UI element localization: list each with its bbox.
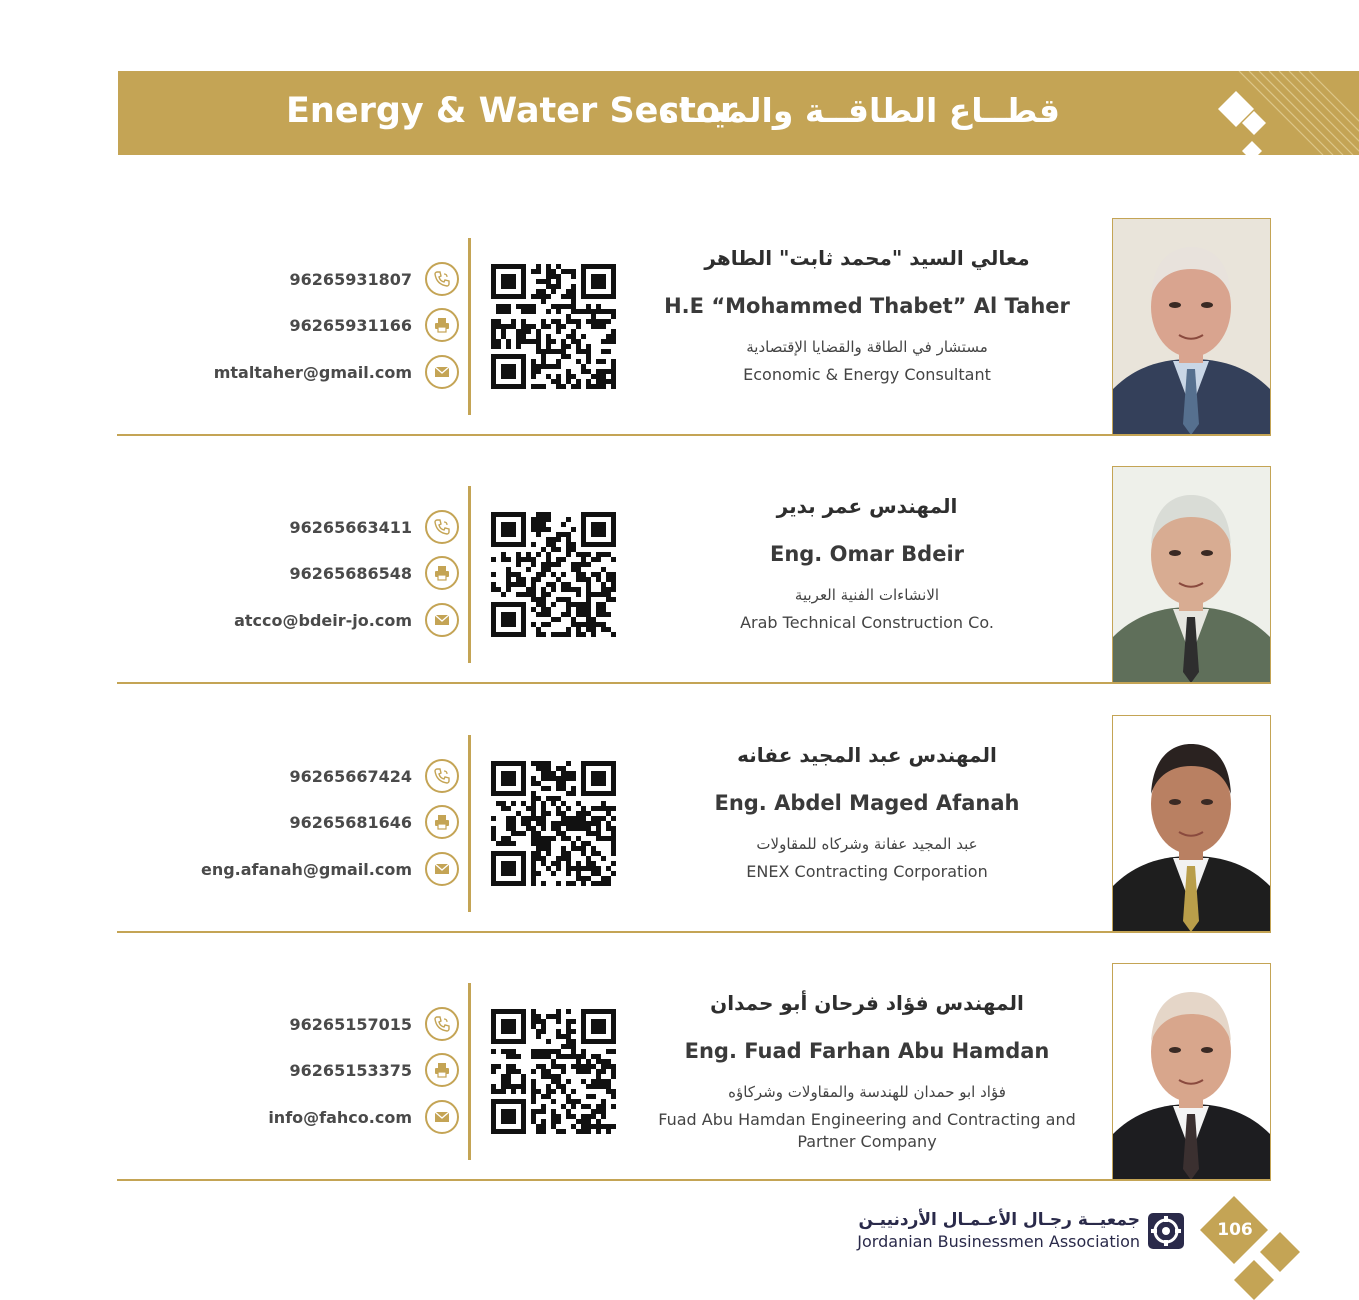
phone-contact — [177, 1007, 459, 1043]
email-address[interactable]: eng.afanah@gmail.com — [200, 860, 412, 879]
footer-org-name-ar: جمعيــة رجـال الأعـمـال الأردنييـن — [858, 1210, 1140, 1230]
card-bottom-rule — [117, 931, 1271, 933]
member-card — [117, 218, 1271, 436]
divider-line — [468, 238, 471, 415]
email-address[interactable]: atcco@bdeir-jo.com — [234, 611, 412, 630]
card-bottom-rule — [117, 434, 1271, 436]
member-photo — [1112, 715, 1271, 933]
divider-line — [468, 983, 471, 1160]
member-name-en: Eng. Abdel Maged Afanah — [714, 791, 1020, 815]
fax-icon — [425, 1053, 459, 1087]
phone-number[interactable]: 96265663411 — [289, 518, 412, 537]
card-bottom-rule — [117, 682, 1271, 684]
phone-contact — [177, 510, 459, 546]
phone-icon — [425, 1007, 459, 1041]
qr-code[interactable] — [491, 761, 616, 886]
member-name-en: Eng. Fuad Farhan Abu Hamdan — [684, 1039, 1050, 1063]
email-contact — [177, 355, 459, 391]
fax-icon — [425, 308, 459, 342]
member-name-ar: المهندس عبد المجيد عفانه — [737, 743, 997, 767]
qr-code[interactable] — [491, 512, 616, 637]
association-logo-icon — [1147, 1212, 1185, 1250]
fax-icon — [425, 805, 459, 839]
phone-icon — [425, 262, 459, 296]
section-title-en: Energy & Water Sector — [286, 91, 738, 131]
qr-code[interactable] — [491, 1009, 616, 1134]
envelope-icon — [425, 852, 459, 886]
member-card — [117, 715, 1271, 933]
fax-contact — [177, 556, 459, 592]
email-contact — [177, 1100, 459, 1136]
divider-line — [468, 486, 471, 663]
member-photo — [1112, 466, 1271, 684]
member-card — [117, 963, 1271, 1181]
fax-number[interactable]: 96265153375 — [289, 1061, 412, 1080]
member-position-en: Arab Technical Construction Co. — [740, 613, 994, 632]
phone-number[interactable]: 96265157015 — [289, 1015, 412, 1034]
member-info — [637, 494, 1097, 634]
member-card — [117, 466, 1271, 684]
phone-icon — [425, 510, 459, 544]
email-contact — [177, 852, 459, 888]
fax-number[interactable]: 96265686548 — [289, 564, 412, 583]
member-name-ar: المهندس عمر بدير — [776, 494, 958, 518]
section-header-band — [118, 71, 1359, 155]
fax-icon — [425, 556, 459, 590]
card-bottom-rule — [117, 1179, 1271, 1181]
envelope-icon — [425, 355, 459, 389]
member-photo — [1112, 963, 1271, 1181]
member-name-en: Eng. Omar Bdeir — [769, 542, 965, 566]
divider-line — [468, 735, 471, 912]
member-info — [637, 246, 1097, 386]
member-position-ar: مستشار في الطاقة والقضايا الإقتصادية — [746, 338, 988, 356]
section-title-ar: قطــاع الطاقــة والميــاه — [659, 91, 1060, 130]
email-address[interactable]: info@fahco.com — [268, 1108, 412, 1127]
member-position-en: Fuad Abu Hamdan Engineering and Contracting and Partner Company — [658, 1110, 1076, 1152]
page-number: 106 — [1217, 1220, 1253, 1240]
fax-number[interactable]: 96265931166 — [289, 316, 412, 335]
member-name-ar: المهندس فؤاد فرحان أبو حمدان — [710, 991, 1024, 1015]
qr-code[interactable] — [491, 264, 616, 389]
phone-number[interactable]: 96265931807 — [289, 270, 412, 289]
member-position-en: ENEX Contracting Corporation — [746, 862, 988, 881]
envelope-icon — [425, 603, 459, 637]
member-name-en: H.E “Mohammed Thabet” Al Taher — [664, 294, 1070, 318]
phone-icon — [425, 759, 459, 793]
fax-contact — [177, 1053, 459, 1089]
envelope-icon — [425, 1100, 459, 1134]
member-photo — [1112, 218, 1271, 436]
member-position-ar: فؤاد ابو حمدان للهندسة والمقاولات وشركاؤه — [728, 1083, 1006, 1101]
member-position-en: Economic & Energy Consultant — [743, 365, 991, 384]
phone-contact — [177, 262, 459, 298]
member-info — [637, 743, 1097, 883]
fax-contact — [177, 308, 459, 344]
footer-org-name-en: Jordanian Businessmen Association — [857, 1232, 1140, 1251]
fax-number[interactable]: 96265681646 — [289, 813, 412, 832]
fax-contact — [177, 805, 459, 841]
member-position-ar: الانشاءات الفنية العربية — [794, 586, 940, 604]
page-number-diamonds — [1196, 1196, 1306, 1300]
header-diamond-decoration — [1216, 85, 1276, 155]
member-name-ar: معالي السيد "محمد ثابت" الطاهر — [704, 246, 1030, 270]
member-position-ar: عبد المجيد عفانة وشركاه للمقاولات — [756, 835, 978, 853]
member-info — [637, 991, 1097, 1154]
email-contact — [177, 603, 459, 639]
email-address[interactable]: mtaltaher@gmail.com — [213, 363, 412, 382]
phone-number[interactable]: 96265667424 — [289, 767, 412, 786]
phone-contact — [177, 759, 459, 795]
